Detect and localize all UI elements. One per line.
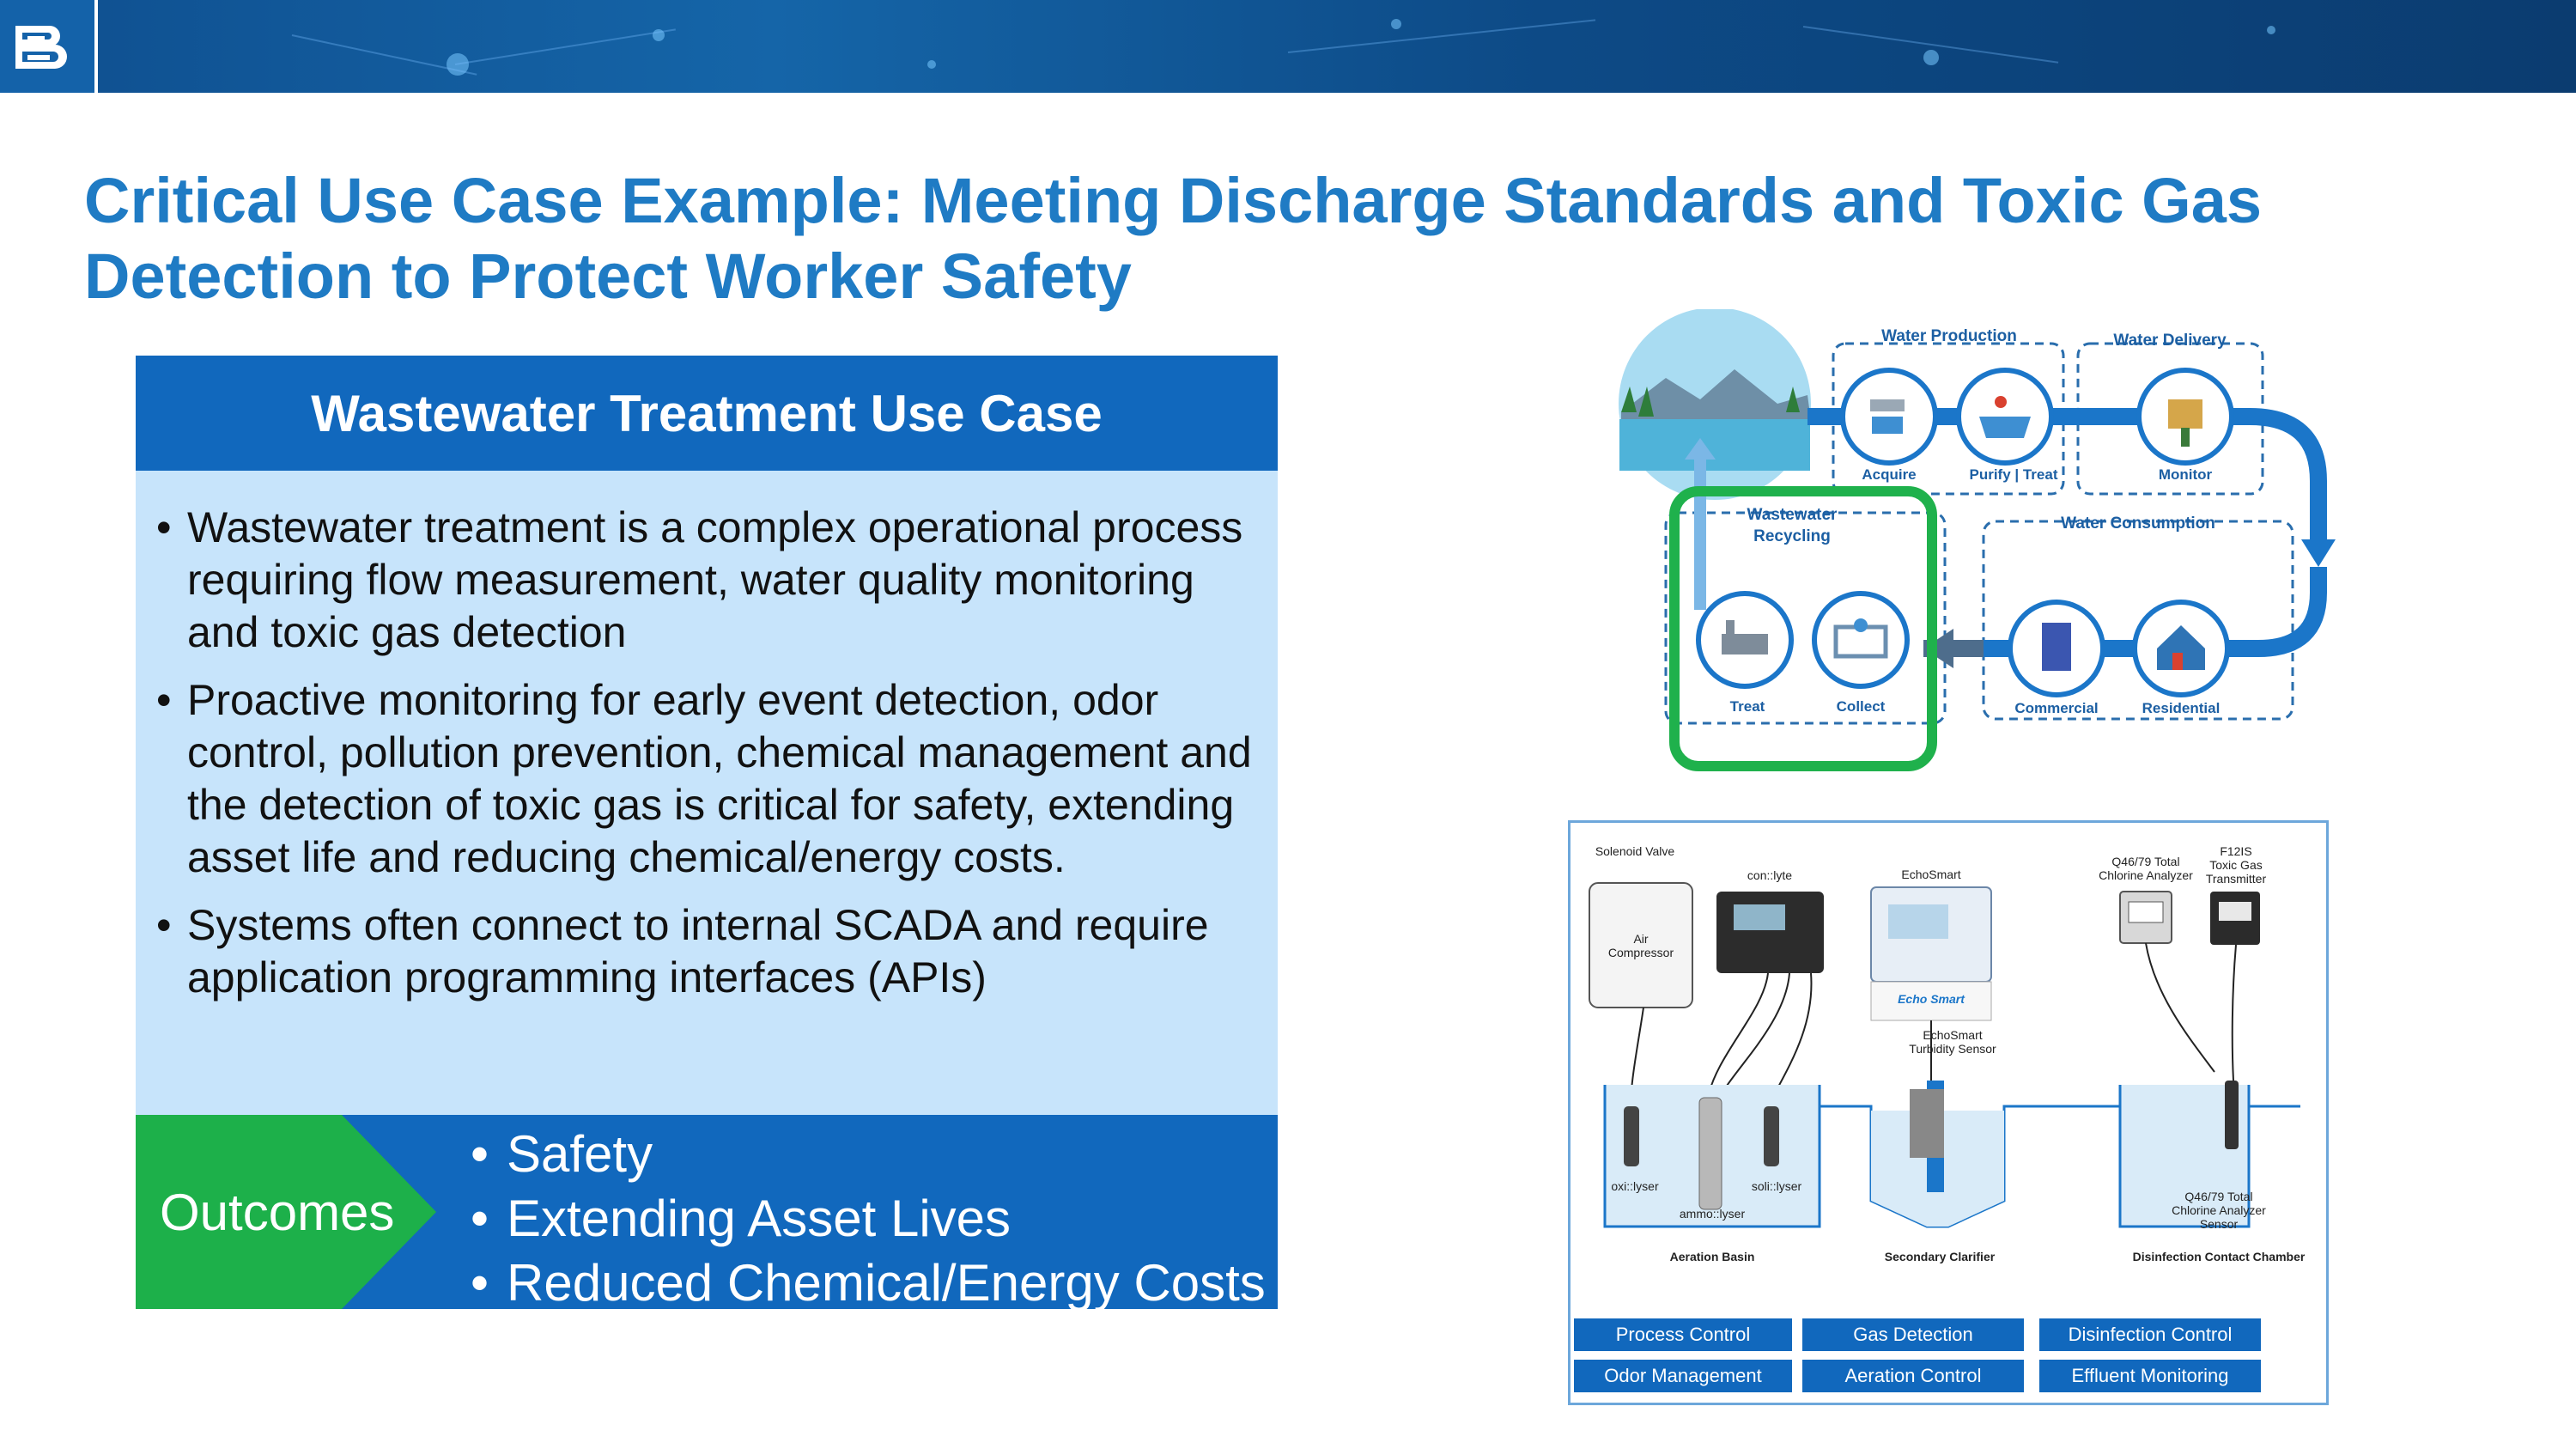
q46-label-2: Chlorine Analyzer <box>2099 868 2193 882</box>
water-production-label: Water Production <box>1881 327 2017 345</box>
turbidity-sensor <box>1910 1089 1944 1158</box>
turbidity-label-2: Turbidity Sensor <box>1909 1042 1996 1056</box>
water-delivery-label: Water Delivery <box>2113 332 2227 350</box>
secondary-clarifier-label: Secondary Clarifier <box>1884 1250 1996 1263</box>
residential-label: Residential <box>2142 700 2221 716</box>
collect-label: Collect <box>1836 698 1886 715</box>
aeration-basin-label: Aeration Basin <box>1669 1250 1755 1263</box>
f12-label-3: Transmitter <box>2205 872 2267 886</box>
ammolyser-probe <box>1699 1098 1722 1209</box>
bullet-item: • Wastewater treatment is a complex operational process requiring flow measurement, water quality monitoring and toxic gas detection <box>156 502 1252 659</box>
f12-label-1: F12IS <box>2220 844 2252 858</box>
treat-label: Treat <box>1729 698 1765 715</box>
bullet-item: • Systems often connect to internal SCADA and require application programming interfaces (APIs) <box>156 899 1252 1004</box>
f12-screen <box>2219 902 2251 921</box>
residential-node <box>2135 602 2227 695</box>
schematic-drawing <box>1571 823 2326 1304</box>
disinfection-chamber-label: Disinfection Contact Chamber <box>2132 1250 2306 1263</box>
network-line <box>1288 19 1595 53</box>
commercial-node <box>2010 602 2103 695</box>
q46-label-1: Q46/79 Total <box>2111 855 2180 868</box>
water-consumption-label: Water Consumption <box>2061 514 2215 533</box>
logo-mark-icon <box>0 0 94 93</box>
outcomes-list <box>471 1122 1266 1315</box>
echosmart-label: EchoSmart <box>1901 868 1961 881</box>
network-node <box>927 60 936 69</box>
tag-aeration-control: Aeration Control <box>1802 1360 2024 1392</box>
flow-arrow-down-icon <box>2301 539 2336 567</box>
solilyser-label: soli::lyser <box>1751 1179 1802 1193</box>
air-label: Air <box>1633 932 1649 946</box>
f12-label-2: Toxic Gas <box>2209 858 2263 872</box>
outcome-item: • Reduced Chemical/Energy Costs <box>471 1251 1266 1315</box>
echosmart-brand: Echo Smart <box>1898 992 1965 1006</box>
echosmart-screen <box>1888 904 1948 939</box>
page-title: Critical Use Case Example: Meeting Discharge Standards and Toxic Gas Detection to Protect Worker Safety <box>84 165 2263 312</box>
panel-heading: Wastewater Treatment Use Case <box>136 356 1278 471</box>
monitor-node <box>2139 370 2232 463</box>
network-node <box>2267 26 2275 34</box>
top-banner <box>0 0 2576 93</box>
conlyte-controller <box>1716 892 1824 973</box>
outcome-item: • Extending Asset Lives <box>471 1186 1266 1251</box>
bullet-list <box>136 471 1278 1004</box>
chlorine-sensor-label-3: Sensor <box>2199 1217 2239 1231</box>
network-line <box>292 34 477 76</box>
ammolyser-label: ammo::lyser <box>1679 1207 1746 1221</box>
landscape-image <box>1619 309 1811 500</box>
solenoid-valve-label: Solenoid Valve <box>1595 844 1675 858</box>
network-node <box>1391 19 1401 29</box>
purify-node <box>1959 370 2051 463</box>
tag-gas-detection: Gas Detection <box>1802 1318 2024 1351</box>
outcomes-bar <box>136 1115 1278 1312</box>
water-cycle-diagram <box>1614 309 2353 773</box>
wastewater-label: Wastewater <box>1747 506 1838 524</box>
oxilyser-label: oxi::lyser <box>1611 1179 1659 1193</box>
treatment-schematic <box>1568 820 2329 1405</box>
monitor-label: Monitor <box>2158 466 2213 483</box>
solilyser-probe <box>1764 1106 1779 1166</box>
conlyte-screen <box>1734 904 1785 930</box>
tag-effluent-monitoring: Effluent Monitoring <box>2039 1360 2261 1392</box>
network-node <box>1923 50 1939 65</box>
outcomes-label: Outcomes <box>160 1183 395 1241</box>
oxilyser-probe <box>1624 1106 1639 1166</box>
acquire-label: Acquire <box>1862 466 1917 483</box>
recycling-label: Recycling <box>1753 527 1831 545</box>
tag-process-control: Process Control <box>1574 1318 1792 1351</box>
chlorine-sensor-label-1: Q46/79 Total <box>2184 1190 2253 1203</box>
tag-disinfection-control: Disinfection Control <box>2039 1318 2261 1351</box>
company-logo <box>0 0 98 93</box>
compressor-label: Compressor <box>1607 946 1674 959</box>
network-line <box>455 28 676 65</box>
treat-node <box>1698 594 1791 686</box>
conlyte-label: con::lyte <box>1747 868 1793 882</box>
tag-odor-management: Odor Management <box>1574 1360 1792 1392</box>
chlorine-sensor-label-2: Chlorine Analyzer <box>2172 1203 2266 1217</box>
chlorine-sensor-probe <box>2225 1081 2239 1149</box>
turbidity-label-1: EchoSmart <box>1923 1028 1983 1042</box>
acquire-node <box>1843 370 1935 463</box>
panel-body <box>136 471 1278 1115</box>
outcome-item: • Safety <box>471 1122 1266 1186</box>
purify-treat-label: Purify | Treat <box>1969 466 2058 483</box>
bullet-item: • Proactive monitoring for early event detection, odor control, pollution prevention, chemical management and the detection of toxic gas is critical for safety, extending asset life and reducing chemical/energy costs. <box>156 674 1252 884</box>
collect-node <box>1814 594 1907 686</box>
q46-screen <box>2129 902 2163 922</box>
commercial-label: Commercial <box>2014 700 2099 716</box>
